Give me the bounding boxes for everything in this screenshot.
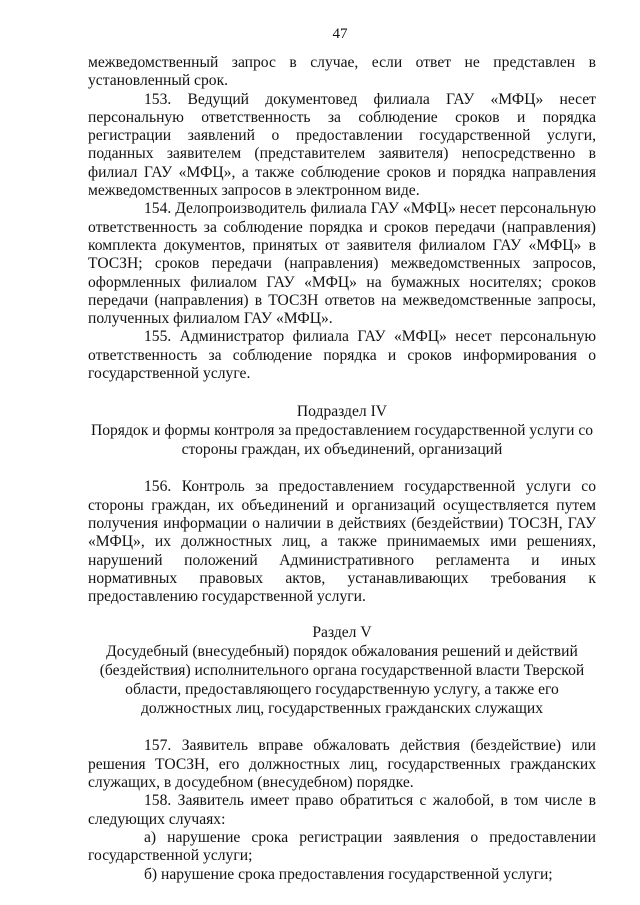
- paragraph-152-continuation: межведомственный запрос в случае, если ответ не представлен в установленный срок.: [88, 54, 596, 90]
- document-body: [88, 54, 596, 884]
- paragraph-154: 154. Делопроизводитель филиала ГАУ «МФЦ» несет персональную ответственность за соблюдение порядка и сроков передачи (направления) комплекта документов, принятых от заявителя филиалом ГАУ «МФЦ» в ТОСЗН; сроков передачи (направления) межведомственных запросов, оформленных филиалом ГАУ «МФЦ» на бумажных носителях; сроков передачи (направления) в ТОСЗН ответов на межведомственные запросы, полученных филиалом ГАУ «МФЦ».: [88, 200, 596, 328]
- paragraph-158-item-a: а) нарушение срока регистрации заявления о предоставлении государственной услуги;: [88, 828, 596, 865]
- subsection-iv-label: Подраздел IV: [296, 403, 388, 421]
- paragraph-156: 156. Контроль за предоставлением государственной услуги со стороны граждан, их объединений и организаций осуществляется путем получения информации о наличии в действиях (бездействии) ТОСЗН, ГАУ «МФЦ», их должностных лиц, а также принимаемых ими решениях, нарушений положений Административного регламента и иных нормативных правовых актов, устанавливающих требования к предоставлению государственной услуги.: [88, 478, 596, 606]
- section-v-label: Раздел V: [312, 624, 372, 642]
- paragraph-158: 158. Заявитель имеет право обратиться с жалобой, в том числе в следующих случаях:: [88, 792, 596, 828]
- page-number: 47: [332, 26, 348, 42]
- paragraph-157: 157. Заявитель вправе обжаловать действия (бездействие) или решения ТОСЗН, его должностных лиц, государственных гражданских служащих, в досудебном (внесудебном) порядке.: [88, 737, 596, 792]
- section-v-title: Досудебный (внесудебный) порядок обжалования решений и действий (бездействия) исполнительного органа государственной власти Тверской области, предоставляющего государственную услугу, а также его должностных лиц, государственных гражданских служащих: [99, 643, 585, 718]
- paragraph-155: 155. Администратор филиала ГАУ «МФЦ» несет персональную ответственность за соблюдение порядка и сроков информирования о государственной услуге.: [88, 328, 596, 383]
- subsection-iv-title: Порядок и формы контроля за предоставлением государственной услуги со стороны граждан, их объединений, организаций: [90, 422, 594, 459]
- paragraph-158-item-b: б) нарушение срока предоставления государственной услуги;: [144, 865, 553, 883]
- paragraph-153: 153. Ведущий документовед филиала ГАУ «МФЦ» несет персональную ответственность за соблюдение сроков и порядка регистрации заявлений о предоставлении государственной услуги, поданных заявителем (представителем заявителя) непосредственно в филиал ГАУ «МФЦ», а также соблюдение сроков и порядка направления межведомственных запросов в электронном виде.: [88, 90, 596, 200]
